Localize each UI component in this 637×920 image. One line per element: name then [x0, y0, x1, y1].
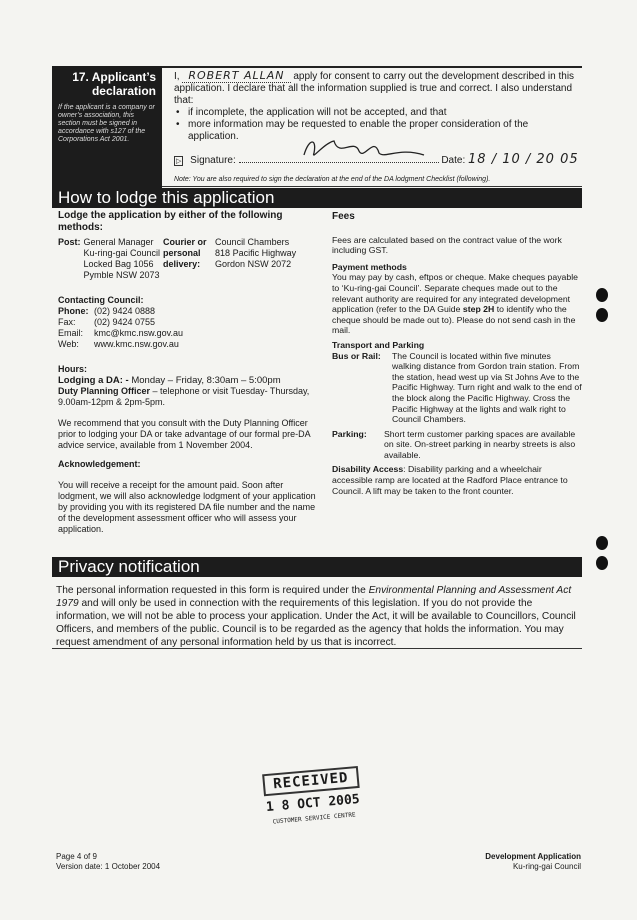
- section-divider: [162, 186, 582, 187]
- section-title: 17. Applicant’s declaration: [72, 70, 156, 98]
- date-label: Date:: [441, 155, 466, 166]
- duty-text: – telephone or visit Tuesday- Thursday, 9.00am-12pm & 2pm-5pm.: [58, 386, 310, 407]
- bus-text: The Council is located within five minutes walking distance from Gordon train station. From the station, head west up via St Johns Ave to the Pacific Highway. Turn right and walk to the end of the block along the Pacific Highway. Cross the Pacific Highway at the lights and walk right to Council Chambers.: [392, 350, 582, 425]
- privacy-text-part: and will only be used in connection with the requirements of this legislation. If you do not provide the information, we will not be able to process your application. Under the Act, it will be available to Councillors, Council Officers, and members of the public. Council is to be regarded as the agency that holds the information. You may request amendment of any personal information held by us that is incorrect.: [56, 598, 576, 648]
- address-table: [58, 237, 299, 281]
- duty-officer: [58, 386, 320, 408]
- privacy-bottom-rule: [52, 648, 582, 649]
- date-field[interactable]: 18 / 10 / 20 05: [468, 152, 579, 167]
- ack-paragraph: You will receive a receipt for the amount paid. Soon after lodgment, we will also acknowledge lodgment of your application by providing you with its registered DA file number and the name of the development assessment officer who will assess your application.: [58, 480, 316, 534]
- lodge-column: [58, 210, 320, 535]
- fees-column: [332, 212, 582, 496]
- stamp-received: RECEIVED: [262, 766, 359, 796]
- payment-text-part: You may pay by cash, eftpos or cheque. Make cheques payable to ‘Ku-ring-gai Council’. Separate cheques made out to the relevant authority are required for any integrated development application (refer to the DA Guide: [332, 272, 578, 315]
- footer-left: [56, 852, 160, 872]
- fax-value: (02) 9424 0755: [94, 317, 156, 327]
- contact-heading: Contacting Council:: [58, 295, 144, 305]
- parking-text: Short term customer parking spaces are available on site. On-street parking in nearby streets is also available.: [384, 428, 576, 460]
- post-label: Post:: [58, 237, 81, 247]
- recommend-paragraph: We recommend that you consult with the Duty Planning Officer prior to lodging your DA or take advantage of our formal pre-DA advice service, available from 1 November 2004.: [58, 418, 311, 450]
- web-link[interactable]: www.kmc.nsw.gov.au: [94, 339, 179, 349]
- bus-label: Bus or Rail:: [332, 350, 381, 361]
- applicant-name-field[interactable]: ROBERT ALLAN: [182, 69, 290, 83]
- fees-text: Fees are calculated based on the contract value of the work including GST.: [332, 234, 562, 256]
- applicant-declaration-header: [52, 66, 162, 188]
- contact-table: [58, 306, 186, 350]
- address-line: General Manager: [83, 237, 154, 247]
- binder-hole: [596, 288, 608, 302]
- post-address: [84, 237, 164, 281]
- fees-heading: Fees: [332, 211, 355, 222]
- lodge-heading: Lodge the application by either of the following methods:: [58, 210, 283, 233]
- address-line: Gordon NSW 2072: [215, 259, 292, 269]
- binder-hole: [596, 536, 608, 550]
- privacy-text: [56, 584, 578, 649]
- footer-right: [485, 852, 581, 872]
- pointer-icon: ▷: [176, 158, 182, 165]
- email-link[interactable]: kmc@kmc.nsw.gov.au: [94, 328, 183, 338]
- email-label: Email:: [58, 328, 84, 338]
- received-stamp: [250, 765, 376, 845]
- parking: [332, 429, 582, 461]
- address-line: Ku-ring-gai Council: [83, 248, 161, 258]
- address-line: Pymble NSW 2073: [83, 270, 160, 280]
- handwritten-signature: [299, 133, 429, 163]
- parking-label: Parking:: [332, 428, 367, 439]
- bus-rail: [332, 351, 582, 425]
- signature-field[interactable]: [239, 153, 439, 163]
- lodge-banner: How to lodge this application: [52, 188, 582, 208]
- address-line: Council Chambers: [215, 237, 290, 247]
- payment-text-part: to identify who the cheque should be made out to). Please do not send cash in the mail.: [332, 304, 576, 336]
- phone-label: Phone:: [58, 306, 89, 316]
- payment-step: step 2H: [462, 304, 495, 315]
- fax-label: Fax:: [58, 317, 76, 327]
- hours-heading: Hours:: [58, 364, 87, 374]
- disability-access: [332, 464, 582, 496]
- section-note: If the applicant is a company or owner’s association, this section must be signed in accordance with s127 of the Corporations Act 2001.: [58, 104, 155, 143]
- stamp-dept: CUSTOMER SERVICE CENTRE: [272, 811, 356, 826]
- doc-title: Development Application: [485, 852, 581, 861]
- declaration-body: apply for consent to carry out the development described in this application. I declare that all the information supplied is true and correct. I also understand that:: [174, 71, 575, 106]
- privacy-act-title: Environmental Planning and Assessment Act 1979: [56, 585, 572, 609]
- lodging-hours: [58, 375, 320, 386]
- payment-text: [332, 272, 582, 336]
- signature-label: Signature:: [190, 155, 236, 166]
- i-label: I,: [174, 71, 180, 82]
- list-item: • more information may be requested to enable the proper consideration of the application.: [174, 119, 579, 143]
- ack-heading: Acknowledgement:: [58, 459, 141, 469]
- courier-address: [215, 237, 299, 281]
- council-name: Ku-ring-gai Council: [512, 862, 581, 871]
- duty-label: Duty Planning Officer: [58, 386, 151, 396]
- payment-heading: Payment methods: [332, 261, 407, 272]
- page-number: Page 4 of 9: [56, 852, 97, 861]
- privacy-banner: Privacy notification: [52, 557, 582, 577]
- phone-value: (02) 9424 0888: [94, 306, 156, 316]
- transport-heading: Transport and Parking: [332, 339, 425, 350]
- address-line: 818 Pacific Highway: [215, 248, 297, 258]
- signature-row: [174, 152, 579, 172]
- binder-hole: [596, 308, 608, 322]
- address-line: Locked Bag 1056: [83, 259, 154, 269]
- disability-text: : Disability parking and a wheelchair accessible ramp are located at the Radford Place entrance to Council. A lift may be taken to the front counter.: [332, 464, 568, 496]
- list-item: • if incomplete, the application will not be accepted, and that: [174, 107, 579, 119]
- lodging-text: Monday – Friday, 8:30am – 5:00pm: [131, 375, 281, 386]
- version-date: Version date: 1 October 2004: [56, 862, 161, 871]
- binder-hole: [596, 556, 608, 570]
- courier-label: Courier or personal delivery:: [163, 237, 207, 269]
- privacy-text-part: The personal information requested in this form is required under the: [56, 585, 366, 596]
- lodgment-note: Note: You are also required to sign the declaration at the end of the DA lodgment Checklist (following).: [174, 176, 491, 183]
- lodging-label: Lodging a DA: -: [58, 375, 129, 386]
- disability-label: Disability Access: [332, 464, 404, 475]
- stamp-date: 1 8 OCT 2005: [265, 791, 361, 816]
- web-label: Web:: [58, 339, 79, 349]
